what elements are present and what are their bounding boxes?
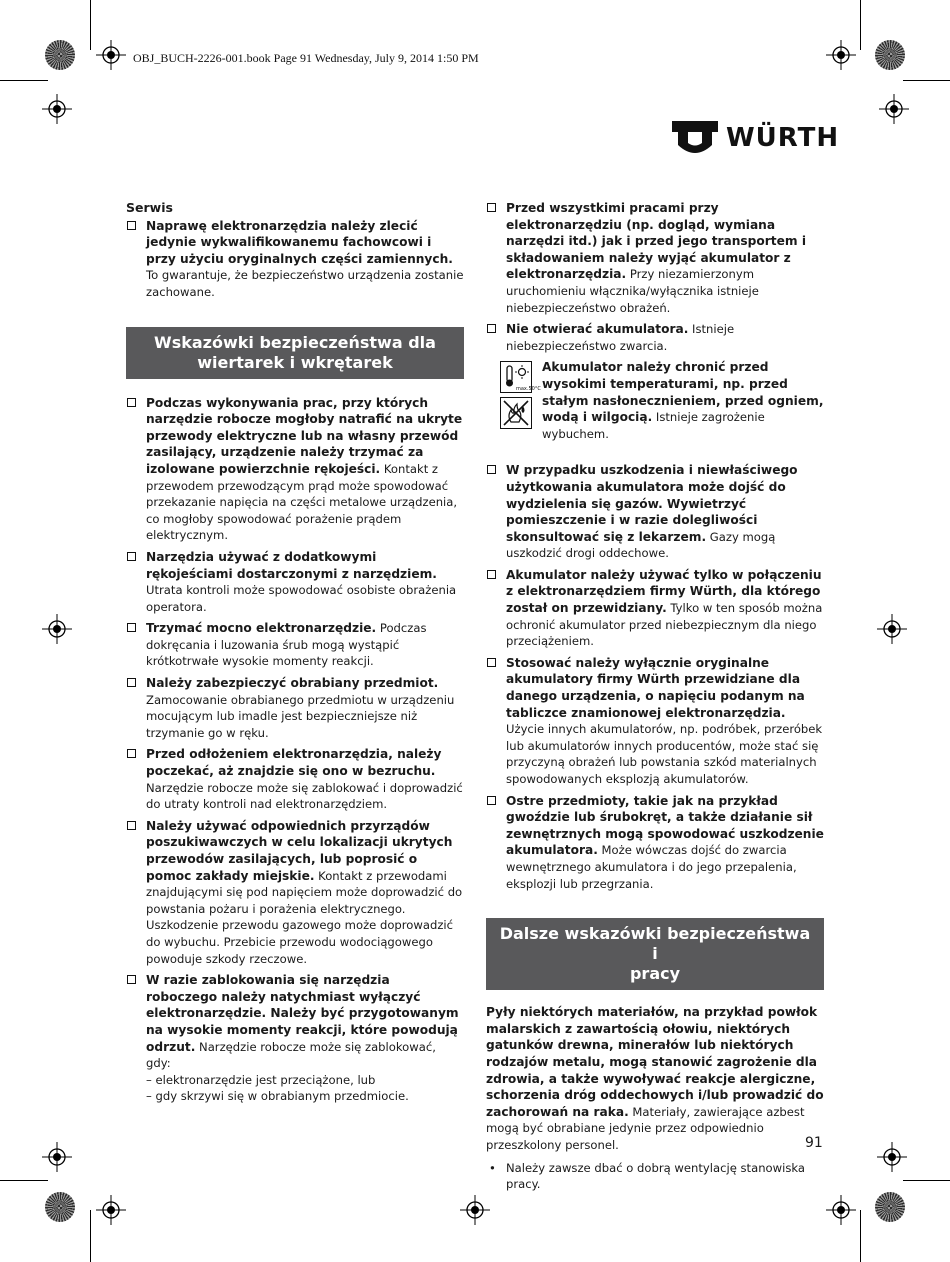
list-item	[126, 818, 464, 967]
checkbox-bullet-icon	[487, 658, 496, 667]
registration-mark	[96, 40, 126, 70]
warning-bold: Akumulator należy chronić przed wysokimi temperaturami, np. przed stałym nasłonecznieniem, przed ogniem, wodą i wilgocią.	[542, 360, 824, 425]
para-text: Materiały, zawierające azbest mogą być obrabiane jedynie przez odpowiednio przeszkolony personel.	[486, 1104, 805, 1152]
brand-name: WÜRTH	[726, 123, 840, 153]
checkbox-bullet-icon	[487, 324, 496, 333]
color-rosette	[45, 40, 75, 70]
checkbox-bullet-icon	[127, 552, 136, 561]
checkbox-bullet-icon	[127, 221, 136, 230]
trim-line	[90, 1210, 91, 1262]
item-bold: Naprawę elektronarzędzia należy zlecić jedynie wykwalifikowanemu fachowcowi i przy użyciu oryginalnych części zamiennych.	[146, 218, 453, 266]
list-item	[126, 746, 464, 812]
list-item	[126, 218, 464, 301]
checkbox-bullet-icon	[487, 203, 496, 212]
item-bold: Przed odłożeniem elektronarzędzia, należy poczekać, aż znajdzie się ono w bezruchu.	[146, 747, 442, 779]
warning-text: Istnieje zagrożenie wybuchem.	[542, 410, 765, 441]
brand-logo	[672, 121, 839, 155]
checkbox-bullet-icon	[127, 678, 136, 687]
trim-line	[903, 80, 950, 81]
section-title	[126, 327, 464, 379]
left-column	[126, 200, 464, 1110]
checkbox-bullet-icon	[487, 465, 496, 474]
registration-mark	[879, 94, 909, 124]
list-item	[126, 620, 464, 670]
section-title-line: wiertarek i wkrętarek	[197, 352, 393, 372]
bullet-dot: •	[489, 1160, 496, 1175]
file-info: OBJ_BUCH-2226-001.book Page 91 Wednesday, July 9, 2014 1:50 PM	[133, 51, 479, 65]
list-item	[486, 321, 824, 354]
section-title-line: Wskazówki bezpieczeństwa dla	[154, 332, 436, 352]
checkbox-bullet-icon	[487, 570, 496, 579]
item-bold: Należy używać odpowiednich przyrządów poszukiwawczych w celu lokalizacji ukrytych przewodów zasilających, lub poprosić o pomoc zakłady miejskie.	[146, 818, 453, 883]
no-fire-water-icon	[500, 397, 532, 429]
trim-line	[90, 0, 91, 50]
item-bold: Trzymać mocno elektronarzędzie.	[146, 621, 377, 636]
registration-mark	[460, 1195, 490, 1225]
item-text: Narzędzie robocze może się zablokować i doprowadzić do utraty kontroli nad elektronarzędziem.	[146, 780, 463, 812]
item-text: Podczas dokręcania i luzowania śrub mogą wystąpić krótkotrwałe wysokie momenty reakcji.	[146, 621, 427, 669]
list-item	[486, 655, 824, 788]
item-text: Narzędzie robocze może się zablokować, gdy:	[146, 1039, 436, 1071]
trim-line	[860, 1210, 861, 1262]
item-text: Zamocowanie obrabianego przedmiotu w urządzeniu mocującym lub imadle jest bezpieczniejsze niż trzymanie go w ręku.	[146, 692, 455, 740]
item-text: Gazy mogą uszkodzić drogi oddechowe.	[506, 529, 776, 561]
registration-mark	[42, 614, 72, 644]
list-item	[486, 462, 824, 562]
registration-mark	[877, 614, 907, 644]
registration-mark	[877, 1142, 907, 1172]
registration-mark	[96, 1195, 126, 1225]
item-bold: Ostre przedmioty, takie jak na przykład gwoździe lub śrubokręt, a także działanie sił zewnętrznych mogą spowodować uszkodzenie akumulatora.	[506, 793, 824, 858]
color-rosette	[875, 1192, 905, 1222]
registration-mark	[826, 40, 856, 70]
registration-mark	[42, 1142, 72, 1172]
list-item	[126, 395, 464, 544]
list-item	[486, 200, 824, 316]
list-item	[486, 793, 824, 893]
sub-line: – elektronarzędzie jest przeciążone, lub	[146, 1072, 376, 1087]
section-title	[486, 918, 824, 990]
list-item	[486, 567, 824, 650]
item-text: Może wówczas dojść do zwarcia wewnętrznego akumulatora i do jego przepalenia, eksplozji lub przegrzania.	[506, 843, 797, 891]
checkbox-bullet-icon	[127, 398, 136, 407]
registration-mark	[826, 1195, 856, 1225]
para-bold: Pyły niektórych materiałów, na przykład powłok malarskich z zawartością ołowiu, niektórych gatunków drewna, minerałów lub niektórych rodzajów metalu, mogą stanowić zagrożenie dla zdrowia, a także wywoływać reakcje alergiczne, schorzenia dróg oddechowych i/lub prowadzić do zachorowań na raka.	[486, 1005, 824, 1119]
item-bold: W przypadku uszkodzenia i niewłaściwego użytkowania akumulatora może dojść do wydzielenia się gazów. Wywietrzyć pomieszczenie i w razie dolegliwości skonsultować się z lekarzem.	[506, 463, 798, 544]
section-title-line: Dalsze wskazówki bezpieczeństwa i	[499, 924, 811, 964]
item-bold: Przed wszystkimi pracami przy elektronarzędziu (np. dogląd, wymiana narzędzi itd.) jak i przed jego transportem i składowaniem należy wyjąć akumulator z elektronarzędzia.	[506, 201, 807, 282]
item-bold: Podczas wykonywania prac, przy których narzędzie robocze mogłoby natrafić na ukryte przewody elektryczne lub na własny przewód zasilający, urządzenie należy trzymać za izolowane powierzchnie rękojeści.	[146, 395, 463, 476]
dust-paragraph	[486, 1004, 824, 1153]
item-bold: Stosować należy wyłącznie oryginalne akumulatory firmy Würth przewidziane dla danego urządzenia, o napięciu podanym na tabliczce znamionowej elektronarzędzia.	[506, 655, 805, 720]
service-heading: Serwis	[126, 200, 173, 215]
checkbox-bullet-icon	[487, 796, 496, 805]
item-text: Kontakt z przewodem przewodzącym prąd może spowodować przekazanie napięcia na części metalowe urządzenia, co mogłoby spowodować porażenie prądem elektrycznym.	[146, 461, 458, 543]
bullet-item	[486, 1160, 824, 1193]
trim-line	[0, 1180, 48, 1181]
registration-mark	[42, 94, 72, 124]
item-text: Tylko w ten sposób można ochronić akumulator przed niebezpiecznym dla niego przeciążeniem.	[506, 601, 823, 649]
bullet-text: Należy zawsze dbać o dobrą wentylację stanowiska pracy.	[506, 1160, 806, 1192]
item-text: Użycie innych akumulatorów, np. podróbek, przeróbek lub akumulatorów innych producentów, może stać się przyczyną obrażeń lub powstania szkód materialnych spowodowanych eksplozją akumulatorów.	[506, 722, 823, 786]
wurth-logo-icon	[672, 121, 718, 155]
list-item	[126, 675, 464, 741]
item-bold: Narzędzia używać z dodatkowymi rękojeściami dostarczonymi z narzędziem.	[146, 549, 437, 581]
item-text: Przy niezamierzonym uruchomieniu włącznika/wyłącznika istnieje niebezpieczeństwo obrażeń.	[506, 267, 759, 315]
right-column	[486, 200, 824, 1193]
max-temp-label: max.50°C	[516, 386, 541, 393]
item-text: Kontakt z przewodami znajdującymi się pod napięciem może doprowadzić do powstania pożaru i porażenia elektrycznego. Uszkodzenie przewodu gazowego może doprowadzić do wybuchu. Przebicie przewodu wodociągowego powoduje szkody rzeczowe.	[146, 868, 463, 966]
sub-line: – gdy skrzywi się w obrabianym przedmiocie.	[146, 1089, 409, 1104]
list-item	[126, 549, 464, 615]
item-text: Istnieje niebezpieczeństwo zwarcia.	[506, 322, 735, 353]
trim-line	[903, 1180, 950, 1181]
checkbox-bullet-icon	[127, 749, 136, 758]
warning-icons	[500, 361, 541, 433]
item-bold: Należy zabezpieczyć obrabiany przedmiot.	[146, 676, 439, 691]
item-bold: Nie otwierać akumulatora.	[506, 322, 689, 337]
warning-block	[486, 359, 824, 442]
item-bold: Akumulator należy używać tylko w połączeniu z elektronarzędziem firmy Würth, dla którego został on przewidziany.	[506, 567, 822, 616]
temperature-sun-icon	[500, 361, 541, 393]
checkbox-bullet-icon	[127, 975, 136, 984]
trim-line	[860, 0, 861, 50]
section-title-line: pracy	[629, 964, 681, 984]
color-rosette	[45, 1192, 75, 1222]
item-text: Utrata kontroli może spowodować osobiste obrażenia operatora.	[146, 583, 457, 614]
checkbox-bullet-icon	[127, 821, 136, 830]
item-bold: W razie zablokowania się narzędzia roboczego należy natychmiast wyłączyć elektronarzędzie. Należy być przygotowanym na wysokie momenty reakcji, które powodują odrzut.	[146, 973, 459, 1054]
page-number: 91	[805, 1135, 823, 1151]
checkbox-bullet-icon	[127, 623, 136, 632]
color-rosette	[875, 40, 905, 70]
item-text: To gwarantuje, że bezpieczeństwo urządzenia zostanie zachowane.	[146, 268, 464, 299]
list-item	[126, 972, 464, 1105]
trim-line	[0, 80, 48, 81]
